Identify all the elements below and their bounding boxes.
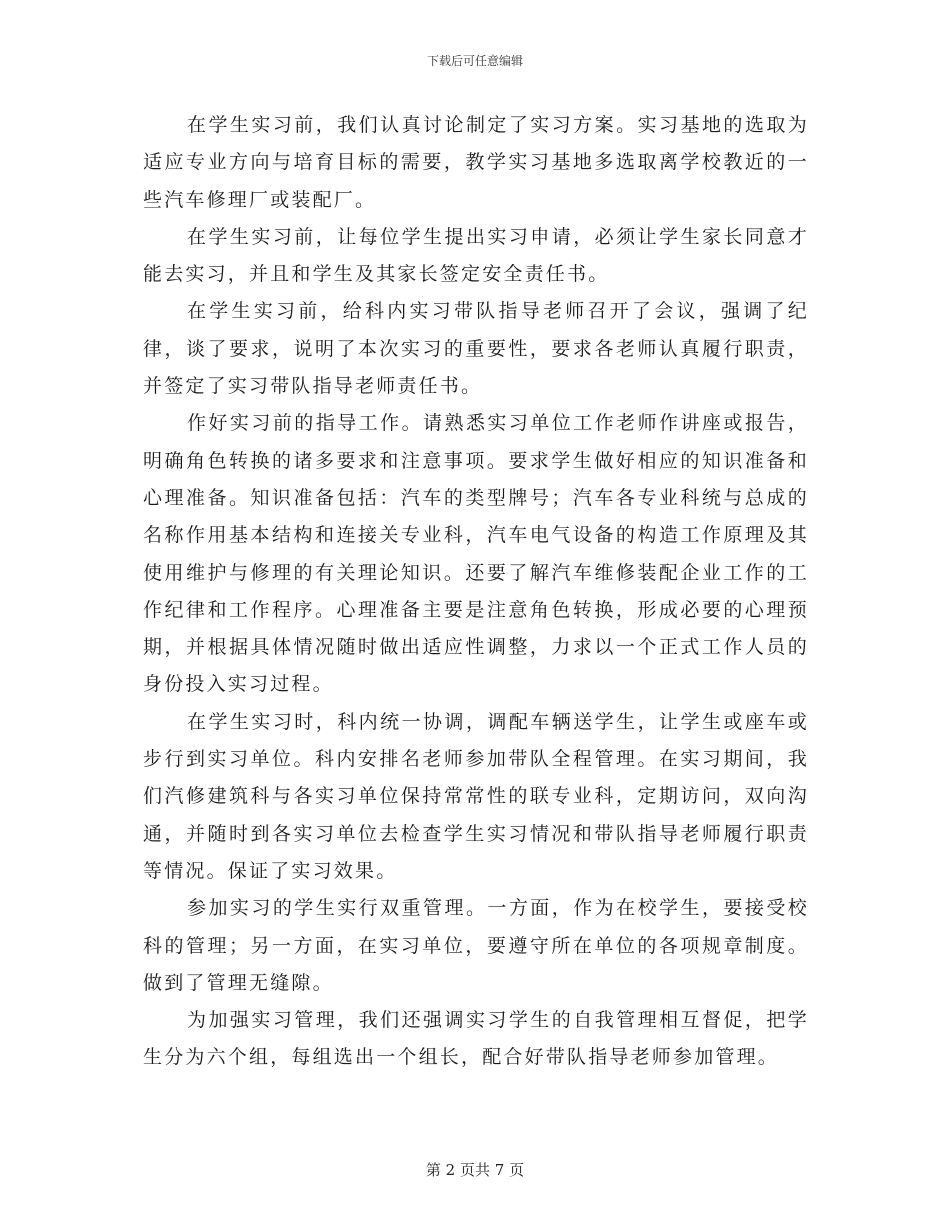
- paragraph-guidance-work: 作好实习前的指导工作。请熟悉实习单位工作老师作讲座或报告，明确角色转换的诸多要求和注意事项。要求学生做好相应的知识准备和心理准备。知识准备包括：汽车的类型牌号；汽车各专业科统与总成的名称作用基本结构和连接关专业科，汽车电气设备的构造工作原理及其使用维护与修理的有关理论知识。还要了解汽车维修装配企业工作的工作纪律和工作程序。心理准备主要是注意角色转换，形成必要的心理预期，并根据具体情况随时做出适应性调整，力求以一个正式工作人员的身份投入实习过程。: [143, 412, 809, 696]
- page-header: 下载后可任意编辑: [426, 54, 523, 68]
- document-body: [143, 107, 809, 1077]
- paragraph-self-management: 为加强实习管理，我们还强调实习学生的自我管理相互督促，把学生分为六个组，每组选出一个组长，配合好带队指导老师参加管理。: [143, 1009, 809, 1069]
- page-number: 第 2 页共 7 页: [425, 1161, 525, 1179]
- paragraph-application: 在学生实习前，让每位学生提出实习申请，必须让学生家长同意才能去实习，并且和学生及其家长签定安全责任书。: [143, 225, 809, 286]
- paragraph-during-practice: 在学生实习时，科内统一协调，调配车辆送学生，让学生或座车或步行到实习单位。科内安排名老师参加带队全程管理。在实习期间，我们汽修建筑科与各实习单位保持常常性的联专业科，定期访问，双向沟通，并随时到各实习单位去检查学生实习情况和带队指导老师履行职责等情况。保证了实习效果。: [143, 710, 809, 882]
- paragraph-practice-plan: 在学生实习前，我们认真讨论制定了实习方案。实习基地的选取为适应专业方向与培育目标的需要，教学实习基地多选取离学校教近的一些汽车修理厂或装配厂。: [143, 114, 809, 211]
- paragraph-teacher-meeting: 在学生实习前，给科内实习带队指导老师召开了会议，强调了纪律，谈了要求，说明了本次实习的重要性，要求各老师认真履行职责，并签定了实习带队指导老师责任书。: [143, 300, 809, 398]
- paragraph-dual-management: 参加实习的学生实行双重管理。一方面，作为在校学生，要接受校科的管理；另一方面，在实习单位，要遵守所在单位的各项规章制度。做到了管理无缝隙。: [143, 897, 809, 994]
